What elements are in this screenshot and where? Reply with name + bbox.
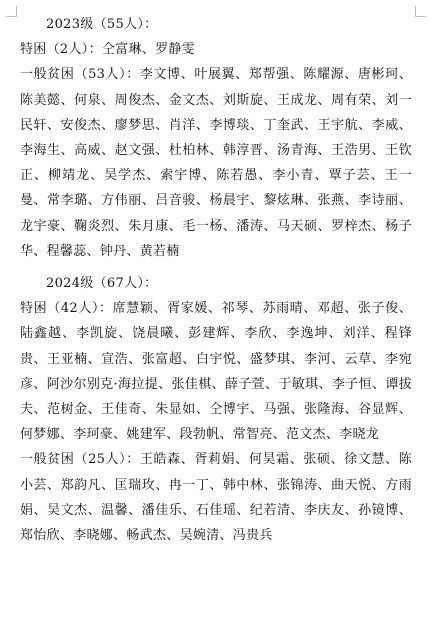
section-heading-2024: 2024级（67人）：: [46, 276, 158, 292]
tekun-paragraph-2023: 特困（2人）：仝富琳、罗静雯: [20, 42, 195, 58]
margin-corner-mark: [415, 6, 426, 17]
margin-corner-mark: [6, 6, 17, 17]
document-body: [20, 12, 412, 548]
yiban-paragraph-2023: 一般贫困（53人）：李文博、叶展翼、郑帮强、陈耀源、唐彬珂、陈美懿、何泉、周俊杰、金文杰、刘斯旋、王成龙、周有荣、刘一民轩、安俊杰、廖梦思、肖洋、李博琰、丁奎武、王宇航、李威、李海生、高威、赵文强、杜柏林、韩淳晋、汤青海、王浩男、王钦正、柳靖龙、吴学杰、索宇博、陈若愚、李小青、覃子芸、王一曼、常李璐、方伟丽、吕音骏、杨晨宇、黎炫琳、张燕、李诗丽、龙宇豪、鞠炎烈、朱月康、毛一杨、潘涛、马天硕、罗梓杰、杨子华、程馨蕊、钟丹、黄若楠: [20, 67, 412, 259]
section-heading-2023: 2023级（55人）：: [46, 17, 158, 32]
yiban-paragraph-2024: 一般贫困（25人）：王皓森、胥莉娟、何昊霜、张硕、徐文慧、陈小芸、郑韵凡、匡瑞玫、冉一丁、韩中林、张锦涛、曲天悦、方雨娟、吴文杰、温馨、潘佳乐、石佳瑶、纪若清、李庆友、孙镜博、郑怡欣、李晓娜、畅武杰、吴婉清、冯贵兵: [20, 452, 412, 544]
tekun-paragraph-2024: 特困（42人）：席慧颖、胥家媛、祁琴、苏雨晴、邓超、张子俊、陆鑫越、李凯旋、饶晨曦、彭建辉、李欣、李逸坤、刘洋、程锋贵、王亚楠、宣浩、张富超、白宇悦、盛梦琪、李河、云草、李宛彦、阿沙尔别克·海拉提、张佳棋、薛子萱、于敏琪、李子恒、谭拔夫、范树金、王佳奇、朱显如、仝博宇、马强、张隆海、谷显辉、何梦娜、李珂豪、姚建军、段勃帆、常智亮、范文杰、李晓龙: [20, 301, 412, 443]
